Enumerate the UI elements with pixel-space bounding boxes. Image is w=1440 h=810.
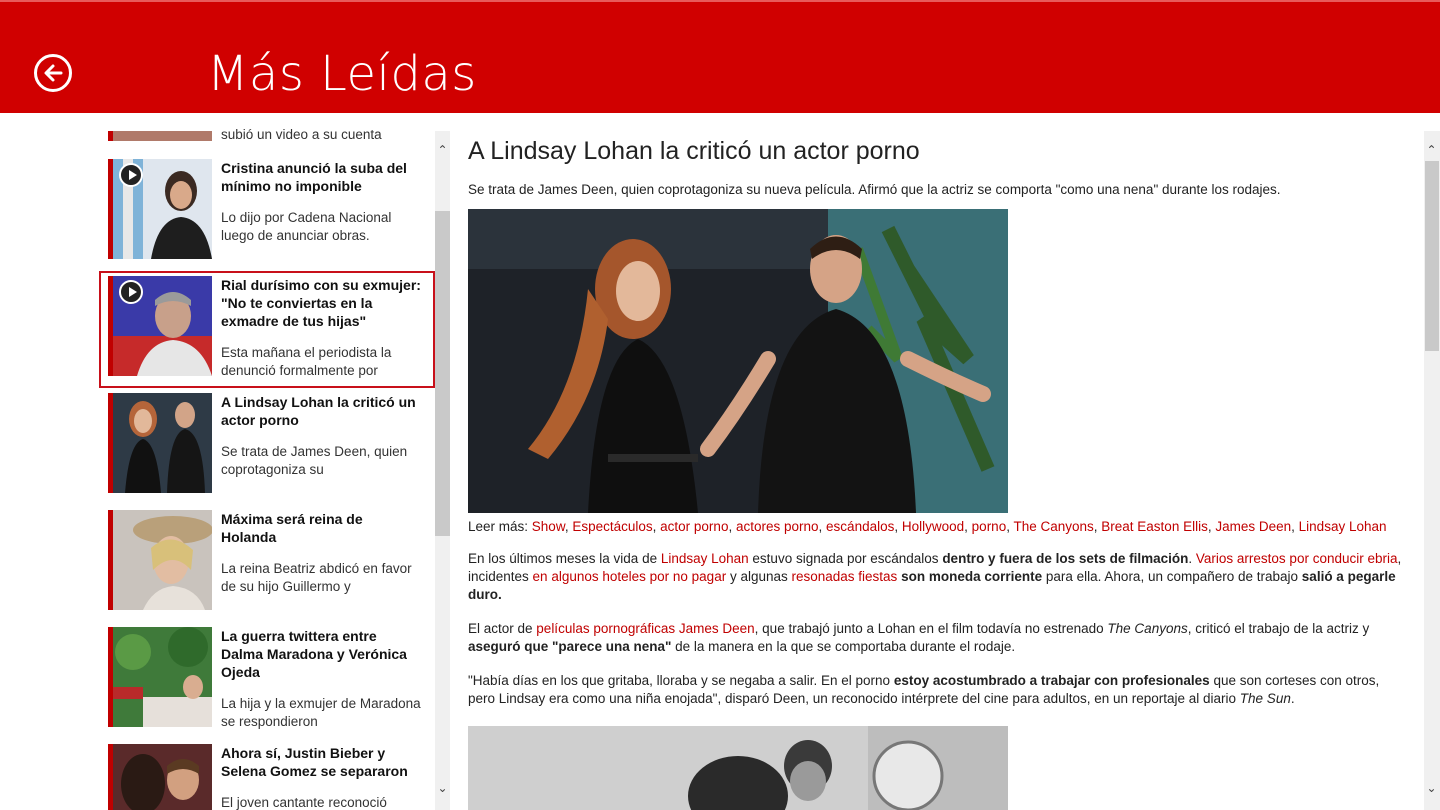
partial-thumbnail[interactable] xyxy=(108,131,212,141)
article-paragraph-1: En los últimos meses la vida de Lindsay Lohan estuvo signada por escándalos dentro y fuera de los sets de filmación. Varios arrestos por conducir ebria, incidentes en algunos hoteles por no pagar y algunas resonadas fiestas son moneda corriente para ella. Ahora, un compañero de trabajo salió a pegarle duro. xyxy=(468,551,1402,602)
list-item[interactable] xyxy=(108,159,428,259)
inline-link[interactable]: resonadas fiestas xyxy=(791,569,898,584)
tag-link[interactable]: actor porno xyxy=(660,519,729,534)
news-image xyxy=(113,510,212,610)
list-item-summary: Lo dijo por Cadena Nacional luego de anunciar obras. xyxy=(221,210,392,243)
list-item[interactable] xyxy=(108,744,428,810)
tag-link[interactable]: Espectáculos xyxy=(572,519,653,534)
article-lead: Se trata de James Deen, quien coprotagoniza su nueva película. Afirmó que la actriz se comporta "como una nena" durante los rodajes. xyxy=(468,182,1281,197)
article-paragraph-3: "Había días en los que gritaba, lloraba y se negaba a salir. En el porno estoy acostumbrado a trabajar con profesionales que son corteses con otros, pero Lindsay era como una niña enojada", disparó Deen, un reconocido intérprete del cine para adultos, en un reportaje al diario The Sun. xyxy=(468,673,1380,706)
list-item-title: Ahora sí, Justin Bieber y Selena Gomez se separaron xyxy=(221,745,408,779)
list-item-summary: Se trata de James Deen, quien coprotagoniza su xyxy=(221,444,408,477)
list-item[interactable] xyxy=(108,510,428,610)
list-scrollbar-thumb[interactable] xyxy=(435,211,450,536)
list-item-title: Cristina anunció la suba del mínimo no imponible xyxy=(221,160,407,194)
list-scrollbar[interactable] xyxy=(435,131,450,810)
scroll-up-arrow-icon[interactable]: ⌃ xyxy=(437,143,448,157)
selection-highlight xyxy=(99,271,435,388)
inline-link[interactable]: en algunos hoteles por no pagar xyxy=(532,569,727,584)
article-paragraph-2: El actor de películas pornográficas James Deen, que trabajó junto a Lohan en el film todavía no estrenado The Canyons, criticó el trabajo de la actriz y aseguró que "parece una nena" de la manera en la que se comportaba durante el rodaje. xyxy=(468,621,1370,654)
news-image xyxy=(113,627,212,727)
news-thumbnail xyxy=(108,393,212,493)
tag-link[interactable]: actores porno xyxy=(735,519,819,534)
tag-link[interactable]: escándalos xyxy=(826,519,895,534)
list-item-title: Máxima será reina de Holanda xyxy=(221,511,363,545)
inline-link[interactable]: Lindsay Lohan xyxy=(660,551,749,566)
page-title: Más Leídas xyxy=(207,46,477,102)
list-item[interactable] xyxy=(108,627,428,727)
play-icon xyxy=(119,163,143,187)
tag-link[interactable]: Hollywood xyxy=(901,519,965,534)
tag-link[interactable]: James Deen xyxy=(1215,519,1292,534)
article-pane[interactable] xyxy=(468,131,1408,810)
list-item-summary: El joven cantante reconoció xyxy=(221,795,387,810)
news-thumbnail xyxy=(108,627,212,727)
article-photo xyxy=(468,209,1008,513)
news-image xyxy=(113,744,212,810)
tags-label: Leer más: xyxy=(468,519,529,534)
app-header xyxy=(0,0,1440,113)
tag-link[interactable]: porno xyxy=(971,519,1007,534)
article-image-2 xyxy=(468,726,1008,810)
list-item-summary: La hija y la exmujer de Maradona se respondieron xyxy=(221,696,421,729)
inline-link[interactable]: películas pornográficas James Deen xyxy=(536,621,755,636)
news-list[interactable] xyxy=(0,113,452,810)
inline-link[interactable]: Varios arrestos por conducir ebria xyxy=(1195,551,1398,566)
list-item-title: A Lindsay Lohan la criticó un actor porno xyxy=(221,394,416,428)
article-title: A Lindsay Lohan la criticó un actor porno xyxy=(468,137,920,165)
scroll-down-arrow-icon[interactable]: ⌄ xyxy=(437,781,448,795)
article-image xyxy=(468,209,1008,513)
tag-link[interactable]: Lindsay Lohan xyxy=(1298,519,1387,534)
list-item-summary: Esta mañana el periodista la denunció formalmente por xyxy=(221,345,392,378)
back-arrow-icon xyxy=(42,62,64,84)
tag-link[interactable]: Breat Easton Ellis xyxy=(1101,519,1208,534)
list-item-summary: La reina Beatriz abdicó en favor de su hijo Guillermo y xyxy=(221,561,412,594)
list-item-title: La guerra twittera entre Dalma Maradona y Verónica Ojeda xyxy=(221,628,407,680)
news-image xyxy=(113,393,212,493)
list-item-title: Rial durísimo con su exmujer: "No te conviertas en la exmadre de tus hijas" xyxy=(221,277,421,329)
back-button[interactable] xyxy=(34,54,72,92)
news-thumbnail xyxy=(108,744,212,810)
list-item-selected[interactable] xyxy=(108,393,428,493)
article-scrollbar[interactable] xyxy=(1424,131,1440,810)
tag-link[interactable]: Show xyxy=(531,519,565,534)
article-scrollbar-thumb[interactable] xyxy=(1425,161,1439,351)
scroll-up-arrow-icon[interactable]: ⌃ xyxy=(1426,143,1437,157)
news-thumbnail xyxy=(108,159,212,259)
scroll-down-arrow-icon[interactable]: ⌄ xyxy=(1426,781,1437,795)
partial-summary: subió un video a su cuenta xyxy=(221,127,382,142)
news-thumbnail xyxy=(108,510,212,610)
tag-link[interactable]: The Canyons xyxy=(1013,519,1094,534)
tags-line: Leer más: Show, Espectáculos, actor porno, actores porno, escándalos, Hollywood, porno, The Canyons, Breat Easton Ellis, James Deen, Lindsay Lohan xyxy=(468,519,1387,534)
article-photo-2 xyxy=(468,726,1008,810)
